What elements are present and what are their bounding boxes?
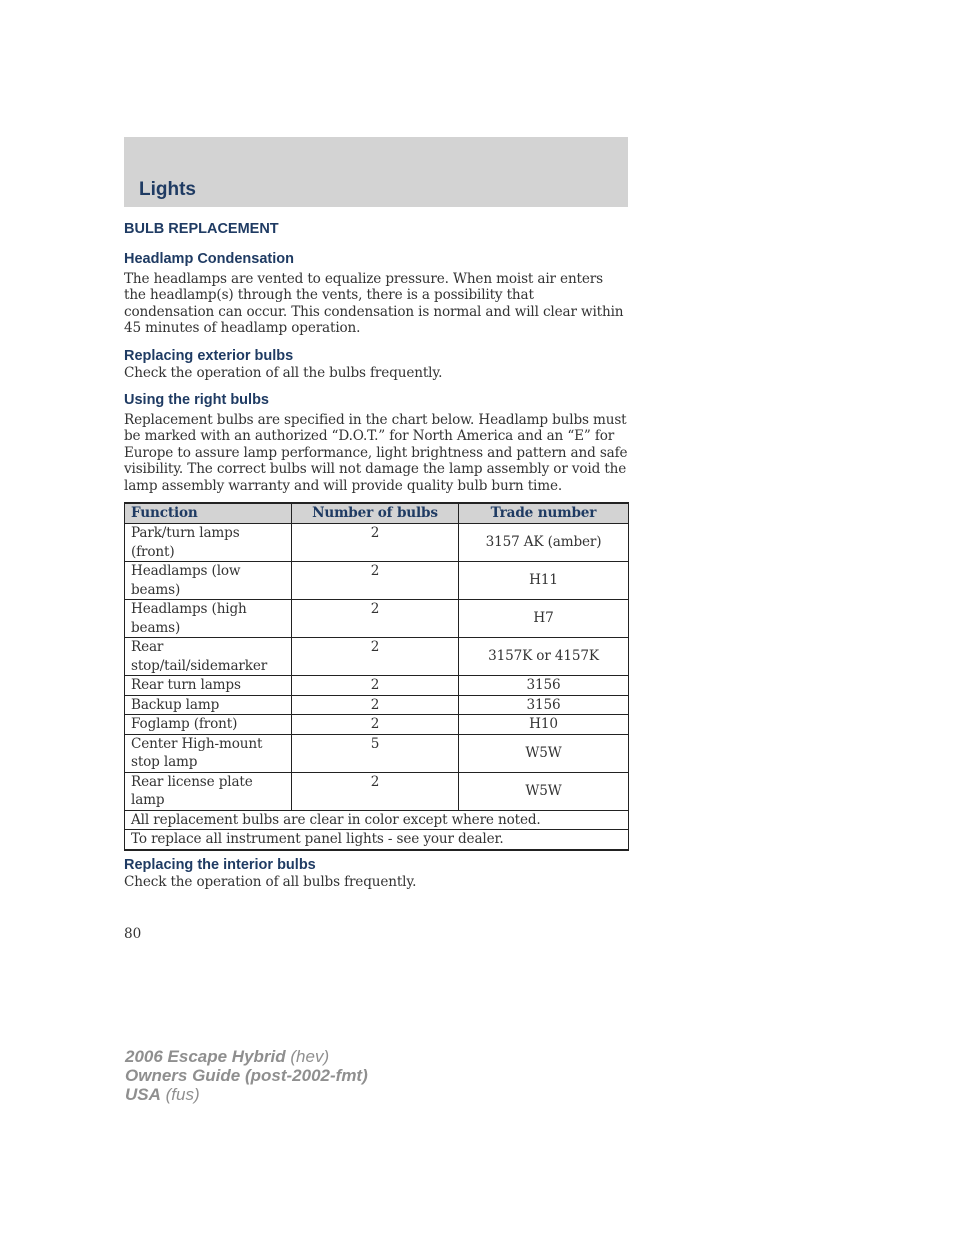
footer-guide: Owners Guide (post-2002-fmt) <box>125 1066 368 1085</box>
bulb-replacement-heading: BULB REPLACEMENT <box>124 221 279 237</box>
footer-model: 2006 Escape Hybrid <box>125 1047 286 1066</box>
trade-cell: 3157K or 4157K <box>459 638 629 676</box>
column-header-number: Number of bulbs <box>292 503 459 524</box>
trade-cell: 3156 <box>459 695 629 715</box>
section-header-band <box>124 137 628 207</box>
count-cell: 2 <box>292 638 459 676</box>
replacing-exterior-text: Check the operation of all the bulbs frequently. <box>124 364 443 381</box>
count-cell: 2 <box>292 600 459 638</box>
function-cell: Headlamps (low beams) <box>125 562 292 600</box>
replacing-interior-heading: Replacing the interior bulbs <box>124 856 316 873</box>
table-row <box>125 734 629 772</box>
replacing-interior-text: Check the operation of all bulbs frequently. <box>124 873 417 890</box>
column-header-function: Function <box>125 503 292 524</box>
function-cell: Backup lamp <box>125 695 292 715</box>
page-content <box>124 220 628 890</box>
count-cell: 5 <box>292 734 459 772</box>
footer-market: USA <box>125 1085 161 1104</box>
function-cell: Park/turn lamps (front) <box>125 524 292 562</box>
trade-cell: W5W <box>459 734 629 772</box>
count-cell: 2 <box>292 715 459 735</box>
table-row <box>125 562 629 600</box>
footer-model-code: (hev) <box>285 1047 330 1066</box>
function-cell: Center High-mount stop lamp <box>125 734 292 772</box>
table-note: All replacement bulbs are clear in color except where noted. <box>125 810 629 830</box>
table-note-row <box>125 810 629 830</box>
count-cell: 2 <box>292 676 459 696</box>
function-cell: Foglamp (front) <box>125 715 292 735</box>
table-row <box>125 600 629 638</box>
table-row <box>125 695 629 715</box>
headlamp-condensation-heading: Headlamp Condensation <box>124 251 294 267</box>
document-footer <box>125 1047 368 1104</box>
replacing-exterior-heading: Replacing exterior bulbs <box>124 347 294 364</box>
trade-cell: 3156 <box>459 676 629 696</box>
footer-line-3 <box>125 1085 368 1104</box>
table-header-row <box>125 503 629 524</box>
function-cell: Rear turn lamps <box>125 676 292 696</box>
table-note: To replace all instrument panel lights - see your dealer. <box>125 830 629 850</box>
trade-cell: H7 <box>459 600 629 638</box>
bulb-chart-table <box>124 502 629 851</box>
table-note-row <box>125 830 629 850</box>
trade-cell: H11 <box>459 562 629 600</box>
footer-market-code: (fus) <box>160 1085 200 1104</box>
trade-cell: W5W <box>459 772 629 810</box>
table-row <box>125 638 629 676</box>
function-cell: Headlamps (high beams) <box>125 600 292 638</box>
count-cell: 2 <box>292 562 459 600</box>
count-cell: 2 <box>292 524 459 562</box>
headlamp-condensation-text: The headlamps are vented to equalize pressure. When moist air enters the headlamp(s) through the vents, there is a possibility that condensation can occur. This condensation is normal and will clear within 45 minutes of headlamp operation. <box>124 271 624 337</box>
footer-line-2 <box>125 1066 368 1085</box>
footer-line-1 <box>125 1047 368 1066</box>
trade-cell: H10 <box>459 715 629 735</box>
function-cell: Rear license plate lamp <box>125 772 292 810</box>
table-row <box>125 772 629 810</box>
function-cell: Rear stop/tail/sidemarker <box>125 638 292 676</box>
page-number: 80 <box>124 926 142 942</box>
right-bulbs-heading: Using the right bulbs <box>124 392 269 409</box>
count-cell: 2 <box>292 772 459 810</box>
table-row <box>125 676 629 696</box>
table-row <box>125 715 629 735</box>
trade-cell: 3157 AK (amber) <box>459 524 629 562</box>
section-title: Lights <box>139 179 196 200</box>
table-row <box>125 524 629 562</box>
count-cell: 2 <box>292 695 459 715</box>
column-header-trade: Trade number <box>459 503 629 524</box>
right-bulbs-text: Replacement bulbs are specified in the chart below. Headlamp bulbs must be marked with an authorized “D.O.T.” for North America and an “E” for Europe to assure lamp performance, light brightness and pattern and safe visibility. The correct bulbs will not damage the lamp assembly or void the lamp assembly warranty and will provide quality bulb burn time. <box>124 412 628 494</box>
